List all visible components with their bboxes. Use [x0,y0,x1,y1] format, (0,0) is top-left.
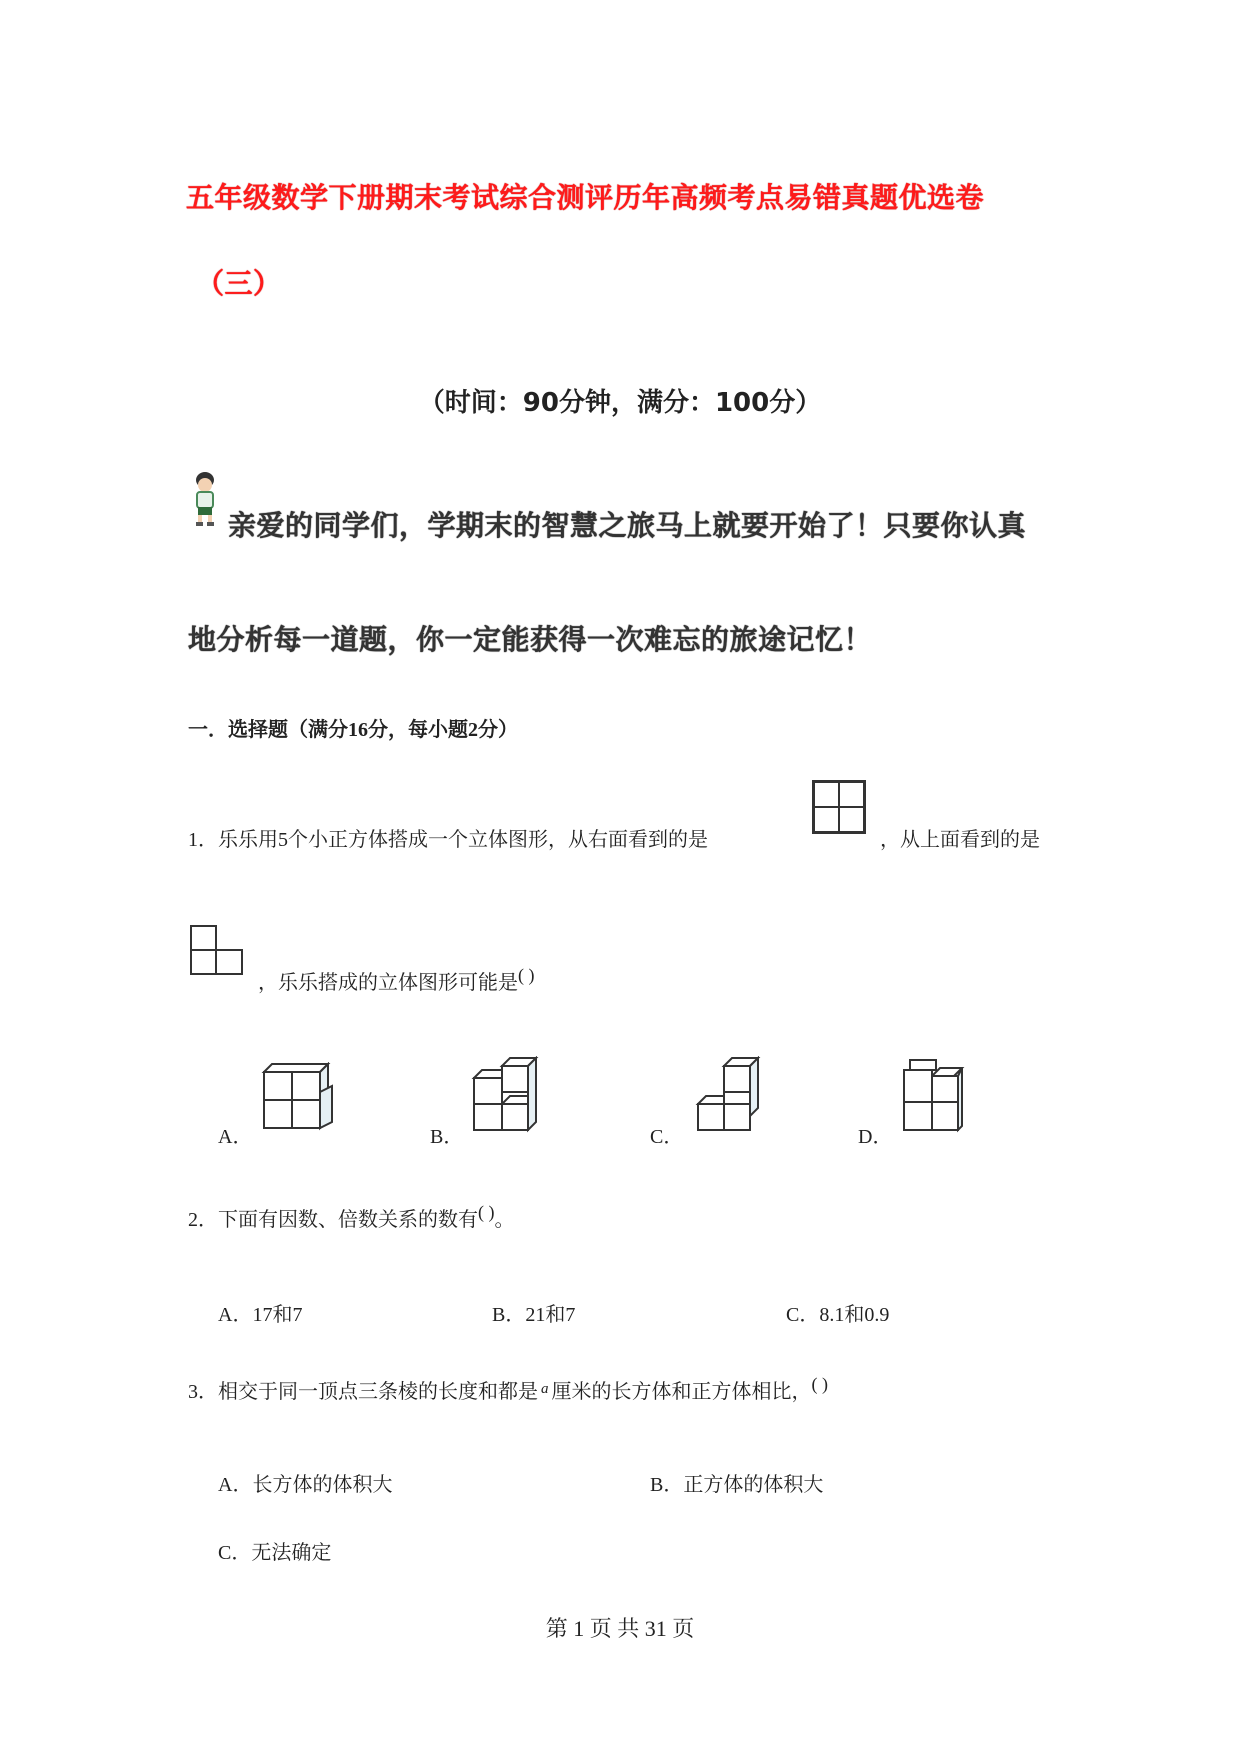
question-3 [188,1375,828,1404]
q2-option-a[interactable]: A．17和7 [218,1304,303,1326]
q3-option-c[interactable]: C．无法确定 [218,1542,332,1564]
exam-time-score: （时间：90分钟，满分：100分） [418,388,822,418]
question-text: ，乐乐搭成的立体图形可能是 [258,972,518,994]
intro-line1: 亲爱的同学们，学期末的智慧之旅马上就要开始了！只要你认真 [228,509,1027,542]
section-heading-choice: 一．选择题（满分16分，每小题2分） [188,719,518,741]
question-text: 下面有因数、倍数关系的数有 [218,1209,478,1231]
document-title-line2: （三） [196,267,282,300]
student-boy-icon [188,470,222,528]
top-view-l-shape-icon [190,925,244,975]
document-title-line1: 五年级数学下册期末考试综合测评历年高频考点易错真题优选卷 [186,181,985,214]
question-1-line2 [258,966,535,995]
question-2 [188,1203,515,1232]
option-c-label[interactable]: C． [650,1126,684,1148]
question-1-line1-cont: ，从上面看到的是 [880,829,1040,851]
question-number: 2． [188,1209,218,1231]
cube-stack-b-icon[interactable] [470,1056,550,1136]
q2-option-b[interactable]: B．21和7 [492,1304,576,1326]
question-number: 1． [188,829,218,851]
question-text: 厘米的长方体和正方体相比， [551,1381,812,1403]
cube-stack-d-icon[interactable] [896,1056,976,1136]
variable-a: a [541,1381,549,1397]
page-footer: 第 1 页 共 31 页 [545,1616,695,1641]
answer-blank[interactable]: ( ) [811,1374,828,1394]
cube-stack-c-icon[interactable] [688,1056,768,1136]
answer-blank[interactable]: ( ) [478,1202,495,1222]
intro-line2: 地分析每一道题，你一定能获得一次难忘的旅途记忆！ [188,623,873,656]
question-text: 相交于同一顶点三条棱的长度和都是 [218,1381,538,1403]
question-text: 乐乐用5个小正方体搭成一个立体图形，从右面看到的是 [218,829,708,851]
question-number: 3． [188,1381,218,1403]
option-d-label[interactable]: D． [858,1126,893,1148]
right-view-2x2-grid-icon [812,780,866,834]
question-1-line1 [188,823,708,852]
q2-option-c[interactable]: C．8.1和0.9 [786,1304,890,1326]
question-tail: 。 [494,1209,515,1231]
q3-option-b[interactable]: B．正方体的体积大 [650,1474,824,1496]
cube-stack-a-icon[interactable] [258,1062,342,1134]
option-a-label[interactable]: A． [218,1126,253,1148]
q3-option-a[interactable]: A．长方体的体积大 [218,1474,393,1496]
option-b-label[interactable]: B． [430,1126,464,1148]
answer-blank[interactable]: ( ) [518,965,535,985]
